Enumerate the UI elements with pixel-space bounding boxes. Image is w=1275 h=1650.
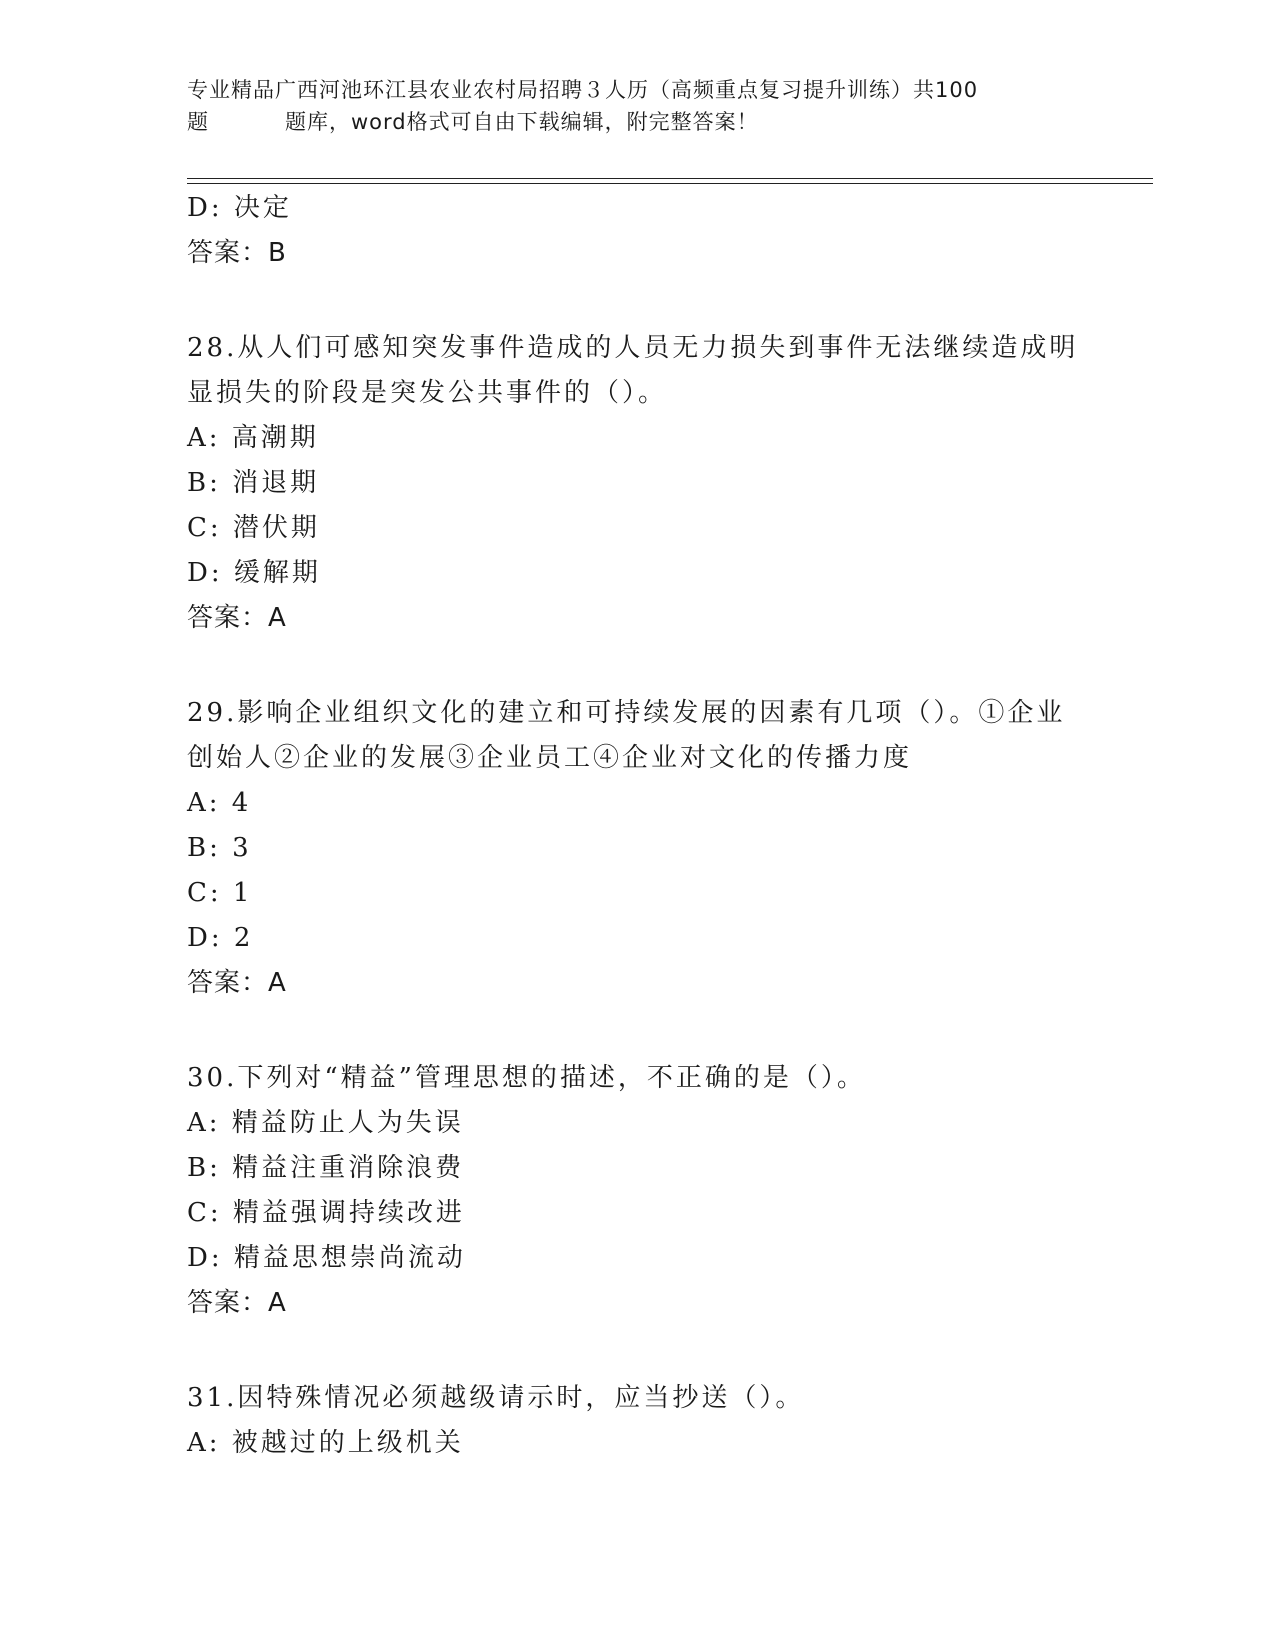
- answer-line: 答案：B: [187, 238, 287, 268]
- option-a: A: 4: [187, 788, 252, 818]
- answer-line: 答案：A: [187, 968, 287, 998]
- question-text-line-2: 创始人②企业的发展③企业员工④企业对文化的传播力度: [187, 743, 913, 773]
- option-c: C: 潜伏期: [187, 513, 320, 543]
- answer-line: 答案：A: [187, 603, 287, 633]
- option-a: A: 被越过的上级机关: [187, 1428, 464, 1458]
- answer-line: 答案：A: [187, 1288, 287, 1318]
- header-title-line-2-head: 题: [187, 110, 209, 134]
- question-27-tail: [187, 186, 1087, 276]
- question-30: [187, 1056, 1087, 1326]
- question-29: [187, 691, 1087, 1006]
- question-text-line-1: 28.从人们可感知突发事件造成的人员无力损失到事件无法继续造成明: [187, 333, 1079, 363]
- option-d: D: 2: [187, 923, 254, 953]
- question-text-line-1: 31.因特殊情况必须越级请示时，应当抄送（）。: [187, 1383, 805, 1413]
- question-text-line-1: 29.影响企业组织文化的建立和可持续发展的因素有几项（）。①企业: [187, 698, 1066, 728]
- option-a: A: 高潮期: [187, 423, 319, 453]
- header-divider-bottom: [187, 183, 1153, 184]
- document-header: [187, 74, 1087, 138]
- option-c: C: 1: [187, 878, 253, 908]
- option-d: D: 精益思想崇尚流动: [187, 1243, 466, 1273]
- option-d: D: 决定: [187, 193, 292, 223]
- header-title-line-2-tail: 题库，word格式可自由下载编辑，附完整答案！: [285, 110, 759, 134]
- option-c: C: 精益强调持续改进: [187, 1198, 465, 1228]
- question-text-line-2: 显损失的阶段是突发公共事件的（）。: [187, 378, 668, 408]
- option-b: B: 3: [187, 833, 252, 863]
- header-title-line-1: 专业精品广西河池环江县农业农村局招聘３人历（高频重点复习提升训练）共100: [187, 78, 979, 102]
- option-a: A: 精益防止人为失误: [187, 1108, 464, 1138]
- question-list: [187, 186, 1087, 1466]
- question-28: [187, 326, 1087, 641]
- header-title-line-2: [187, 106, 1087, 138]
- option-b: B: 消退期: [187, 468, 320, 498]
- header-divider-top: [187, 178, 1153, 179]
- question-text-line-1: 30.下列对“精益”管理思想的描述，不正确的是（）。: [187, 1063, 866, 1093]
- question-31: [187, 1376, 1087, 1466]
- option-b: B: 精益注重消除浪费: [187, 1153, 465, 1183]
- option-d: D: 缓解期: [187, 558, 321, 588]
